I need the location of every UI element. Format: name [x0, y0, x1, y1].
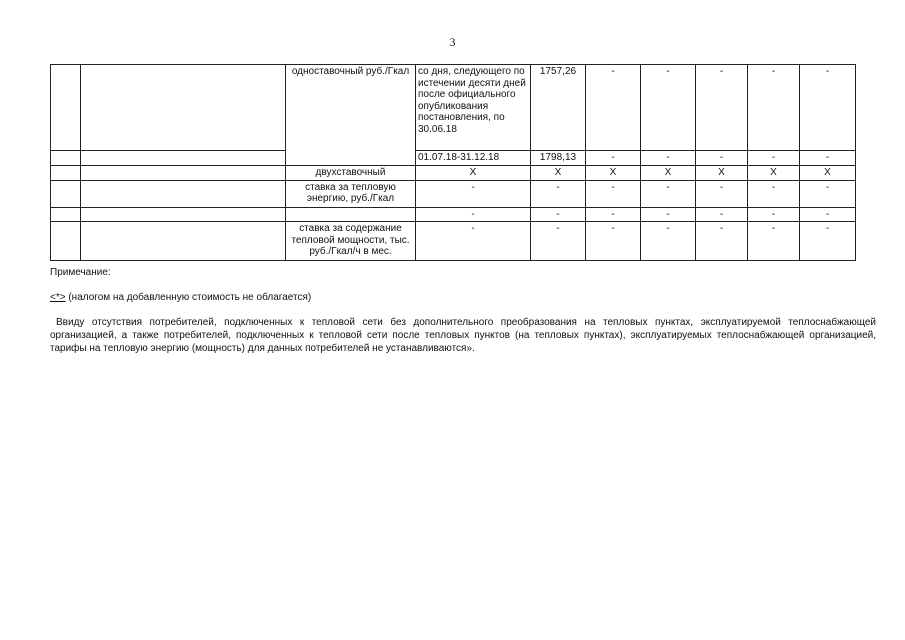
table-cell	[81, 180, 286, 207]
table-cell: -	[696, 151, 748, 166]
table-cell	[51, 222, 81, 261]
table-cell: Х	[641, 166, 696, 181]
table-cell	[81, 151, 286, 166]
table-cell: -	[416, 207, 531, 222]
table-row	[51, 166, 856, 181]
table-cell: -	[696, 207, 748, 222]
footnote-mark: <*>	[50, 292, 66, 303]
two-rate-label: двухставочный	[286, 166, 416, 181]
table-cell: -	[800, 180, 856, 207]
table-cell: -	[696, 180, 748, 207]
table-cell: -	[416, 222, 531, 261]
table-row	[51, 180, 856, 207]
table-cell	[51, 180, 81, 207]
table-row	[51, 151, 856, 166]
table-cell	[81, 166, 286, 181]
table-cell: -	[531, 207, 586, 222]
page-number: 3	[449, 35, 456, 49]
table-cell: Х	[748, 166, 800, 181]
note-label: Примечание:	[50, 267, 111, 278]
table-cell: -	[748, 151, 800, 166]
table-row	[51, 207, 856, 222]
table-cell: -	[800, 151, 856, 166]
table-cell: -	[586, 65, 641, 151]
footnote-text: (налогом на добавленную стоимость не облагается)	[65, 292, 312, 303]
tariff-table	[50, 64, 856, 261]
table-cell: -	[586, 207, 641, 222]
table-cell	[81, 65, 286, 151]
table-cell: Х	[586, 166, 641, 181]
table-cell: -	[696, 222, 748, 261]
table-cell: -	[586, 222, 641, 261]
table-cell: -	[748, 207, 800, 222]
footnote	[50, 292, 311, 303]
table-cell	[81, 207, 286, 222]
table-cell: Х	[800, 166, 856, 181]
table-cell	[51, 207, 81, 222]
table-cell: -	[531, 222, 586, 261]
table-cell: -	[531, 180, 586, 207]
heat-rate-label: ставка за тепловую энергию, руб./Гкал	[286, 180, 416, 207]
table-cell: -	[800, 207, 856, 222]
value-cell: 1757,26	[531, 65, 586, 151]
table-cell: Х	[416, 166, 531, 181]
table-cell: -	[800, 222, 856, 261]
table-cell: Х	[531, 166, 586, 181]
table-cell: -	[748, 222, 800, 261]
table-cell: -	[800, 65, 856, 151]
table-cell: -	[641, 222, 696, 261]
period-cell: со дня, следующего по истечении десяти дней после официального опубликования постановления, по 30.06.18	[416, 65, 531, 151]
table-cell: -	[641, 207, 696, 222]
table-cell: -	[641, 151, 696, 166]
capacity-rate-label: ставка за содержание тепловой мощности, тыс. руб./Гкал/ч в мес.	[286, 222, 416, 261]
table-cell	[286, 207, 416, 222]
table-cell: Х	[696, 166, 748, 181]
table-cell: -	[641, 180, 696, 207]
table-cell: -	[748, 180, 800, 207]
table-cell	[81, 222, 286, 261]
explanatory-paragraph: Ввиду отсутствия потребителей, подключенных к тепловой сети без дополнительного преобразования на тепловых пунктах, эксплуатируемой теплоснабжающей организацией, а также потребителей, подключенных к тепловой сети после тепловых пунктов (на тепловых пунктах), эксплуатируемых теплоснабжающей организацией, тарифы на тепловую энергию (мощность) для данных потребителей не устанавливаются».	[50, 317, 876, 354]
table-row	[51, 222, 856, 261]
single-rate-label: одноставочный руб./Гкал	[286, 65, 416, 166]
table-cell: -	[748, 65, 800, 151]
period-cell: 01.07.18-31.12.18	[416, 151, 531, 166]
table-cell	[51, 151, 81, 166]
table-row	[51, 65, 856, 151]
table-cell: -	[641, 65, 696, 151]
value-cell: 1798,13	[531, 151, 586, 166]
table-cell	[51, 65, 81, 151]
table-cell: -	[696, 65, 748, 151]
table-cell: -	[586, 151, 641, 166]
table-cell: -	[586, 180, 641, 207]
table-cell: -	[416, 180, 531, 207]
table-cell	[51, 166, 81, 181]
